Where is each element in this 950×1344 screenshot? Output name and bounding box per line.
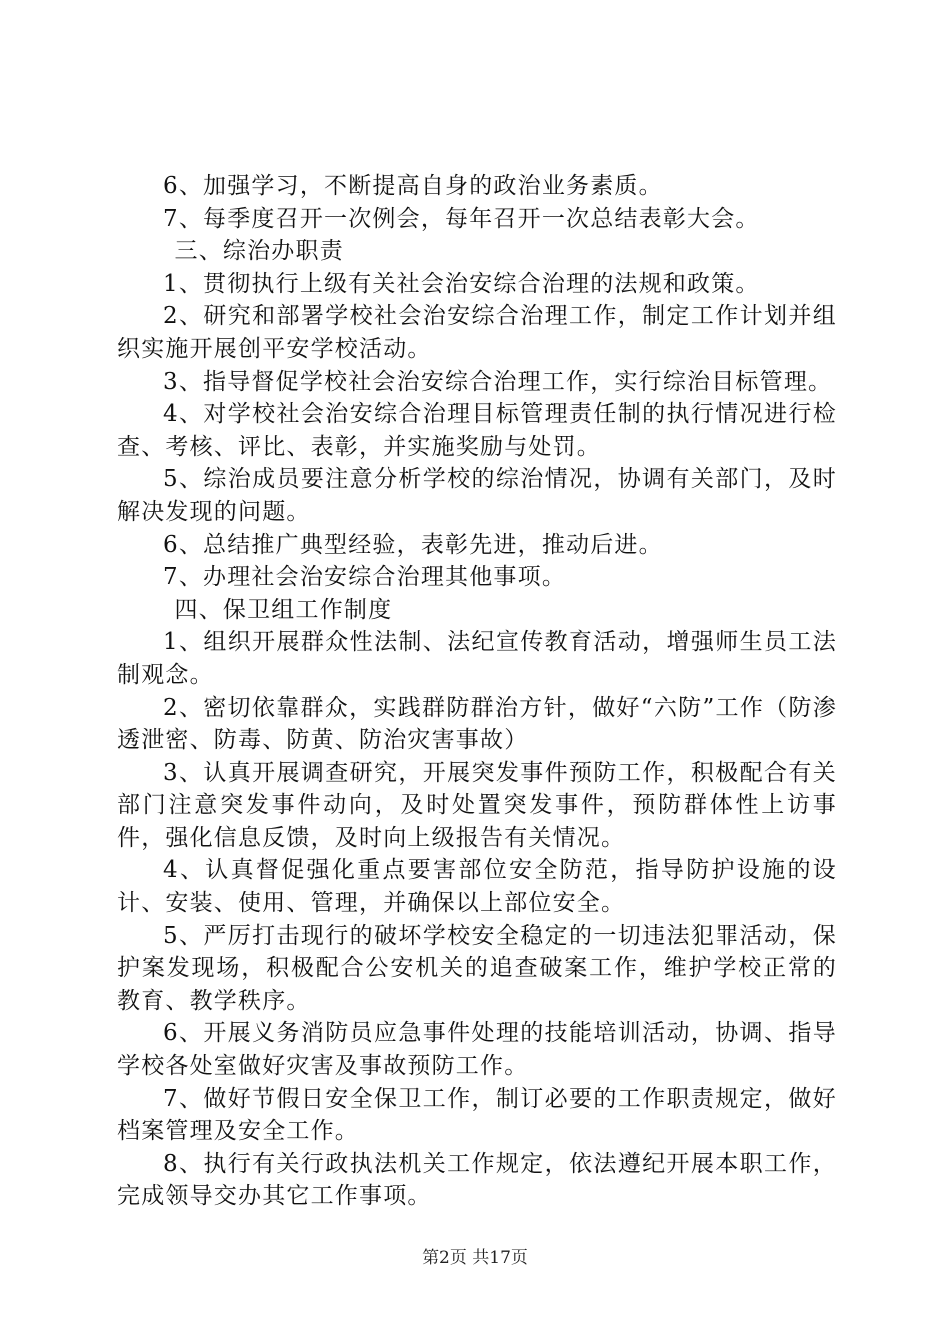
paragraph: 7、每季度召开一次例会，每年召开一次总结表彰大会。 (163, 205, 760, 232)
page-footer: 第2页 共17页 (422, 1248, 528, 1268)
document-body (117, 170, 837, 1213)
paragraph: 6、开展义务消防员应急事件处理的技能培训活动，协调、指导学校各处室做好灾害及事故预防工作。 (117, 1020, 837, 1080)
paragraph: 2、研究和部署学校社会治安综合治理工作，制定工作计划并组织实施开展创平安学校活动。 (117, 303, 837, 362)
paragraph: 1、组织开展群众性法制、法纪宣传教育活动，增强师生员工法制观念。 (117, 629, 837, 688)
paragraph: 6、总结推广典型经验，表彰先进，推动后进。 (163, 531, 663, 558)
paragraph: 4、对学校社会治安综合治理目标管理责任制的执行情况进行检查、考核、评比、表彰，并实施奖励与处罚。 (117, 401, 837, 460)
paragraph: 2、密切依靠群众，实践群防群治方针，做好“六防”工作（防渗透泄密、防毒、防黄、防治灾害事故） (117, 694, 837, 754)
paragraph: 3、指导督促学校社会治安综合治理工作，实行综治目标管理。 (163, 368, 833, 395)
paragraph: 6、加强学习，不断提高自身的政治业务素质。 (163, 173, 663, 199)
paragraph: 3、认真开展调查研究，开展突发事件预防工作，积极配合有关部门注意突发事件动向，及时处置突发事件，预防群体性上访事件，强化信息反馈，及时向上级报告有关情况。 (117, 759, 837, 851)
paragraph: 7、办理社会治安综合治理其他事项。 (163, 564, 567, 591)
paragraph: 4、认真督促强化重点要害部位安全防范，指导防护设施的设计、安装、使用、管理，并确保以上部位安全。 (117, 857, 837, 917)
paragraph: 5、严厉打击现行的破坏学校安全稳定的一切违法犯罪活动，保护案发现场，积极配合公安机关的追查破案工作，维护学校正常的教育、教学秩序。 (117, 922, 837, 1014)
section-heading: 三、综治办职责 (174, 238, 344, 265)
paragraph: 8、执行有关行政执法机关工作规定，依法遵纪开展本职工作，完成领导交办其它工作事项。 (117, 1150, 837, 1210)
section-heading: 四、保卫组工作制度 (174, 596, 393, 623)
paragraph: 7、做好节假日安全保卫工作，制订必要的工作职责规定，做好档案管理及安全工作。 (117, 1085, 837, 1145)
paragraph: 5、综治成员要注意分析学校的综治情况，协调有关部门，及时解决发现的问题。 (117, 466, 837, 525)
paragraph: 1、贯彻执行上级有关社会治安综合治理的法规和政策。 (163, 270, 760, 297)
